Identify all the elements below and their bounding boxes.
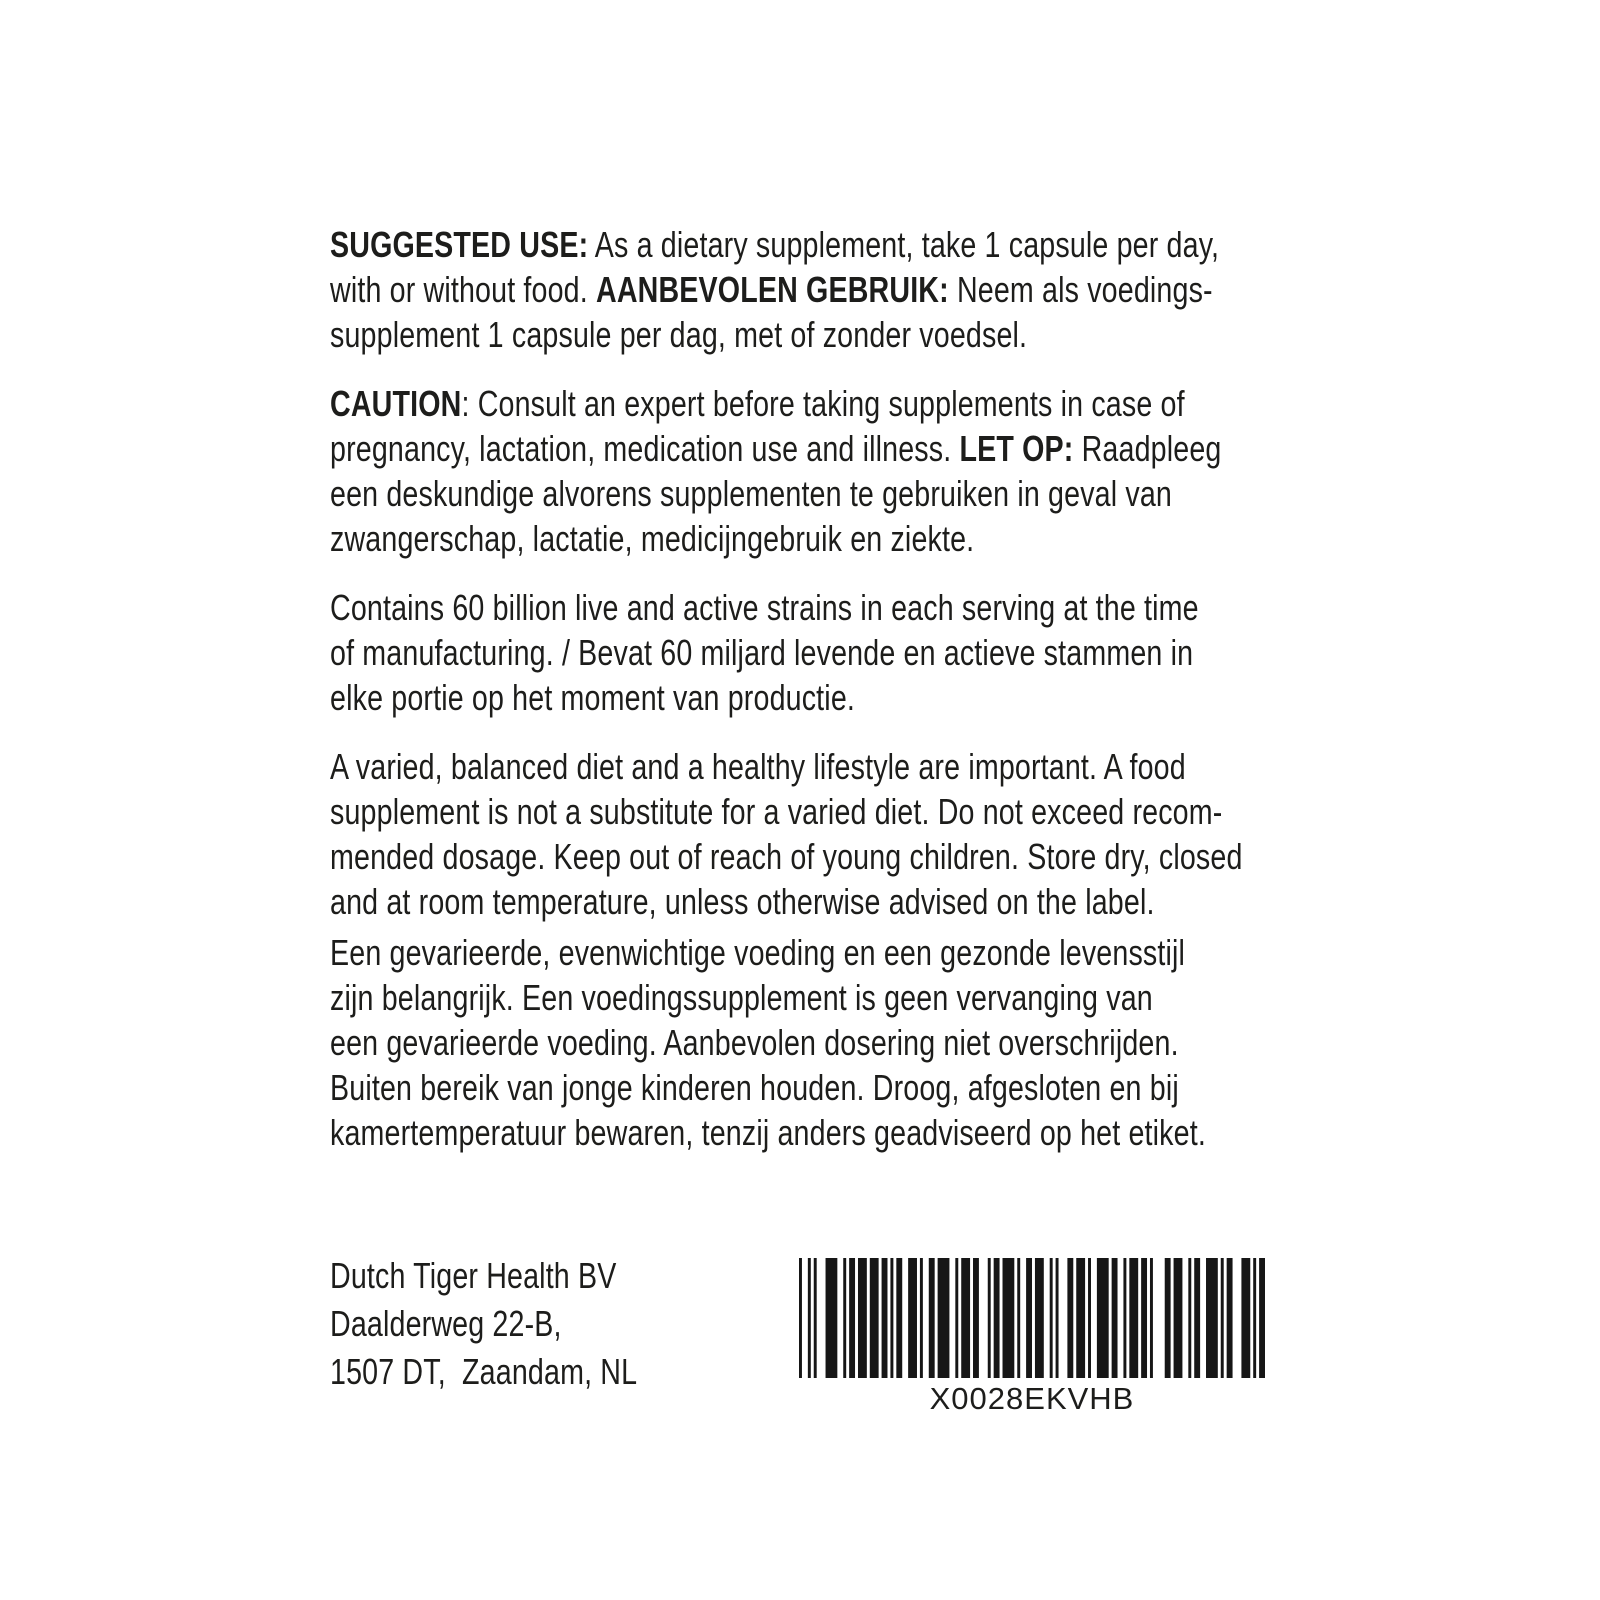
text-line: and at room temperature, unless otherwise advised on the label. [330,881,1155,922]
address-street: Daalderweg 22-B, [330,1303,562,1344]
text-line: SUGGESTED USE: As a dietary supplement, take 1 capsule per day, [330,224,1220,265]
text-line: of manufacturing. / Bevat 60 miljard levende en actieve stammen in [330,632,1194,673]
label-text-block [330,222,1324,1179]
address-city: 1507 DT, Zaandam, NL [330,1351,638,1392]
text-line: een gevarieerde voeding. Aanbevolen dosering niet overschrijden. [330,1022,1179,1063]
barcode-code: X0028EKVHB [929,1381,1135,1416]
text-line: een deskundige alvorens supplementen te gebruiken in geval van [330,473,1173,514]
text-line: zijn belangrijk. Een voedingssupplement is geen vervanging van [330,977,1153,1018]
text-line: mended dosage. Keep out of reach of young children. Store dry, closed [330,836,1243,877]
text-line: supplement 1 capsule per dag, met of zonder voedsel. [330,314,1028,355]
barcode [799,1258,1265,1417]
text-line: supplement is not a substitute for a varied diet. Do not exceed recom- [330,791,1223,832]
text-line: with or without food. AANBEVOLEN GEBRUIK: Neem als voedings- [330,269,1213,310]
text-line: A varied, balanced diet and a healthy lifestyle are important. A food [330,746,1186,787]
text-line: CAUTION: Consult an expert before taking supplements in case of [330,383,1185,424]
text-line: kamertemperatuur bewaren, tenzij anders geadviseerd op het etiket. [330,1112,1206,1153]
paragraph-contents-strains [330,585,1324,720]
paragraph-caution [330,381,1324,561]
text-line: Buiten bereik van jonge kinderen houden. Droog, afgesloten en bij [330,1067,1179,1108]
paragraph-suggested-use [330,222,1324,357]
text-line: Een gevarieerde, evenwichtige voeding en een gezonde levensstijl [330,932,1186,973]
text-line: pregnancy, lactation, medication use and illness. LET OP: Raadpleeg [330,428,1222,469]
text-line: elke portie op het moment van productie. [330,677,856,718]
address-company: Dutch Tiger Health BV [330,1255,617,1296]
text-line: zwangerschap, lactatie, medicijngebruik en ziekte. [330,518,975,559]
paragraph-advice-en [330,744,1324,924]
text-line: Contains 60 billion live and active strains in each serving at the time [330,587,1199,628]
barcode-bars [799,1258,1265,1378]
manufacturer-address [330,1252,637,1396]
paragraph-advice-nl [330,930,1324,1155]
